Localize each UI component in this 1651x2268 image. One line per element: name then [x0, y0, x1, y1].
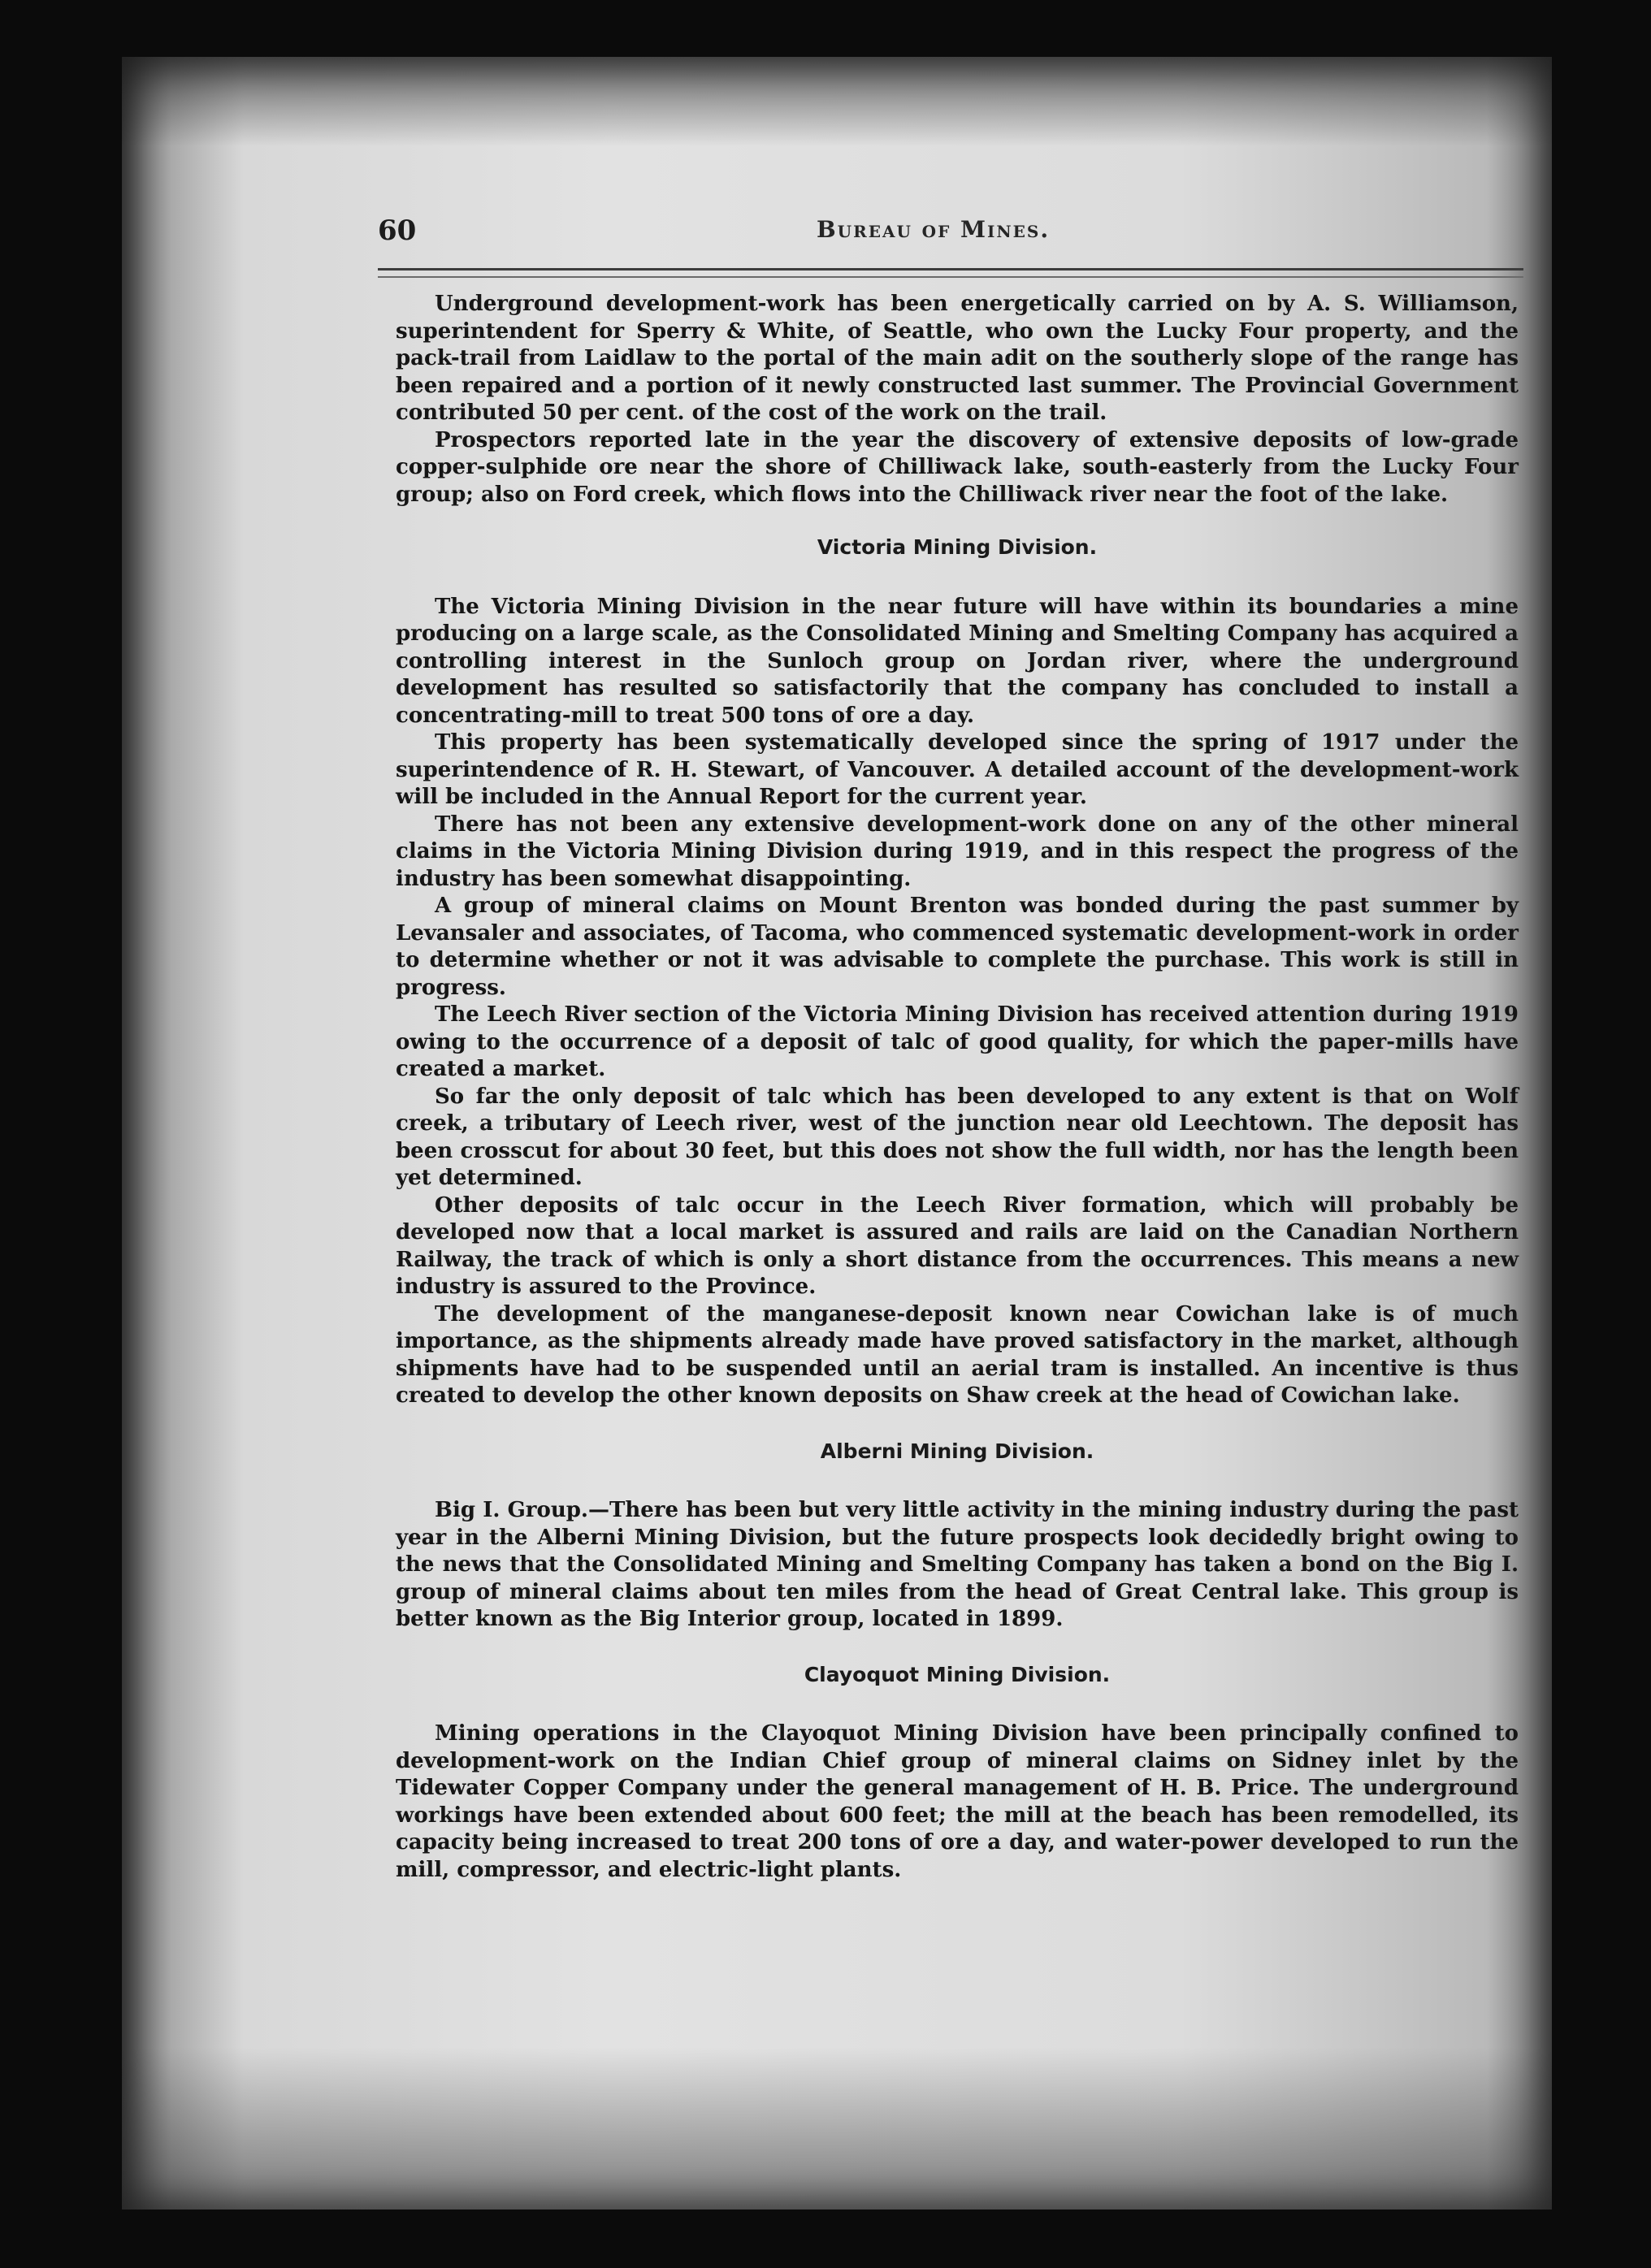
section-heading-victoria: Victoria Mining Division.	[817, 535, 1098, 559]
page-body	[396, 291, 1519, 1884]
paragraph: Big I. Group.—There has been but very little activity in the mining industry during the past year in the Alberni Mining Division, but the future prospects look decidedly bright owing to the news that the Consolidated Mining and Smelting Company has taken a bond on the Big I. group of mineral claims about ten miles from the head of Great Central lake. This group is better known as the Big Interior group, located in 1899.	[396, 1498, 1519, 1631]
section-heading-clayoquot: Clayoquot Mining Division.	[804, 1662, 1111, 1686]
bottom-shadow	[122, 2047, 1552, 2210]
paragraph: Prospectors reported late in the year the discovery of extensive deposits of low-grade copper-sulphide ore near the shore of Chilliwack lake, south-easterly from the Lucky Four group; also on Ford creek, which flows into the Chilliwack river near the foot of the lake.	[396, 427, 1519, 507]
paragraph: A group of mineral claims on Mount Brenton was bonded during the past summer by Levansaler and associates, of Tacoma, who commenced systematic development-work in order to determine whether or not it was advisable to complete the purchase. This work is still in progress.	[396, 894, 1519, 1000]
top-shadow	[122, 57, 1552, 146]
paragraph: So far the only deposit of talc which has been developed to any extent is that on Wolf creek, a tributary of Leech river, west of the junction near old Leechtown. The deposit has been crosscut for about 30 feet, but this does not show the full width, nor has the length been yet determined.	[396, 1084, 1519, 1190]
header-rule	[378, 268, 1523, 271]
paragraph: The Leech River section of the Victoria Mining Division has received attention during 1919 owing to the occurrence of a deposit of talc of good quality, for which the paper-mills have created a market.	[396, 1002, 1519, 1081]
page-number: 60	[378, 214, 417, 247]
paragraph: This property has been systematically developed since the spring of 1917 under the superintendence of R. H. Stewart, of Vancouver. A detailed account of the development-work will be included in the Annual Report for the current year.	[396, 730, 1519, 809]
paragraph: There has not been any extensive development-work done on any of the other mineral claims in the Victoria Mining Division during 1919, and in this respect the progress of the industry has been somewhat disappointing.	[396, 812, 1519, 891]
paragraph: The development of the manganese-deposit known near Cowichan lake is of much importance, as the shipments already made have proved satisfactory in the market, although shipments have had to be suspended until an aerial tram is installed. An incentive is thus created to develop the other known deposits on Shaw creek at the head of Cowichan lake.	[396, 1301, 1519, 1408]
paragraph: Mining operations in the Clayoquot Mining Division have been principally confined to development-work on the Indian Chief group of mineral claims on Sidney inlet by the Tidewater Copper Company under the general management of H. B. Price. The underground workings have been extended about 600 feet; the mill at the beach has been remodelled, its capacity being increased to treat 200 tons of ore a day, and water-power developed to run the mill, compressor, and electric-light plants.	[396, 1721, 1519, 1882]
paragraph: The Victoria Mining Division in the near future will have within its boundaries a mine producing on a large scale, as the Consolidated Mining and Smelting Company has acquired a controlling interest in the Sunloch group on Jordan river, where the underground development has resulted so satisfactorily that the company has concluded to install a concentrating-mill to treat 500 tons of ore a day.	[396, 594, 1519, 728]
running-head: Bureau of Mines.	[817, 216, 1051, 243]
paragraph: Other deposits of talc occur in the Leech River formation, which will probably be developed now that a local market is assured and rails are laid on the Canadian Northern Railway, the track of which is only a short distance from the occurrences. This means a new industry is assured to the Province.	[396, 1192, 1519, 1299]
paragraph: Underground development-work has been energetically carried on by A. S. Williamson, superintendent for Sperry & White, of Seattle, who own the Lucky Four property, and the pack-trail from Laidlaw to the portal of the main adit on the southerly slope of the range has been repaired and a portion of it newly constructed last summer. The Provincial Government contributed 50 per cent. of the cost of the work on the trail.	[396, 292, 1519, 425]
header-rule-thin	[378, 276, 1523, 278]
section-heading-alberni: Alberni Mining Division.	[820, 1439, 1094, 1463]
